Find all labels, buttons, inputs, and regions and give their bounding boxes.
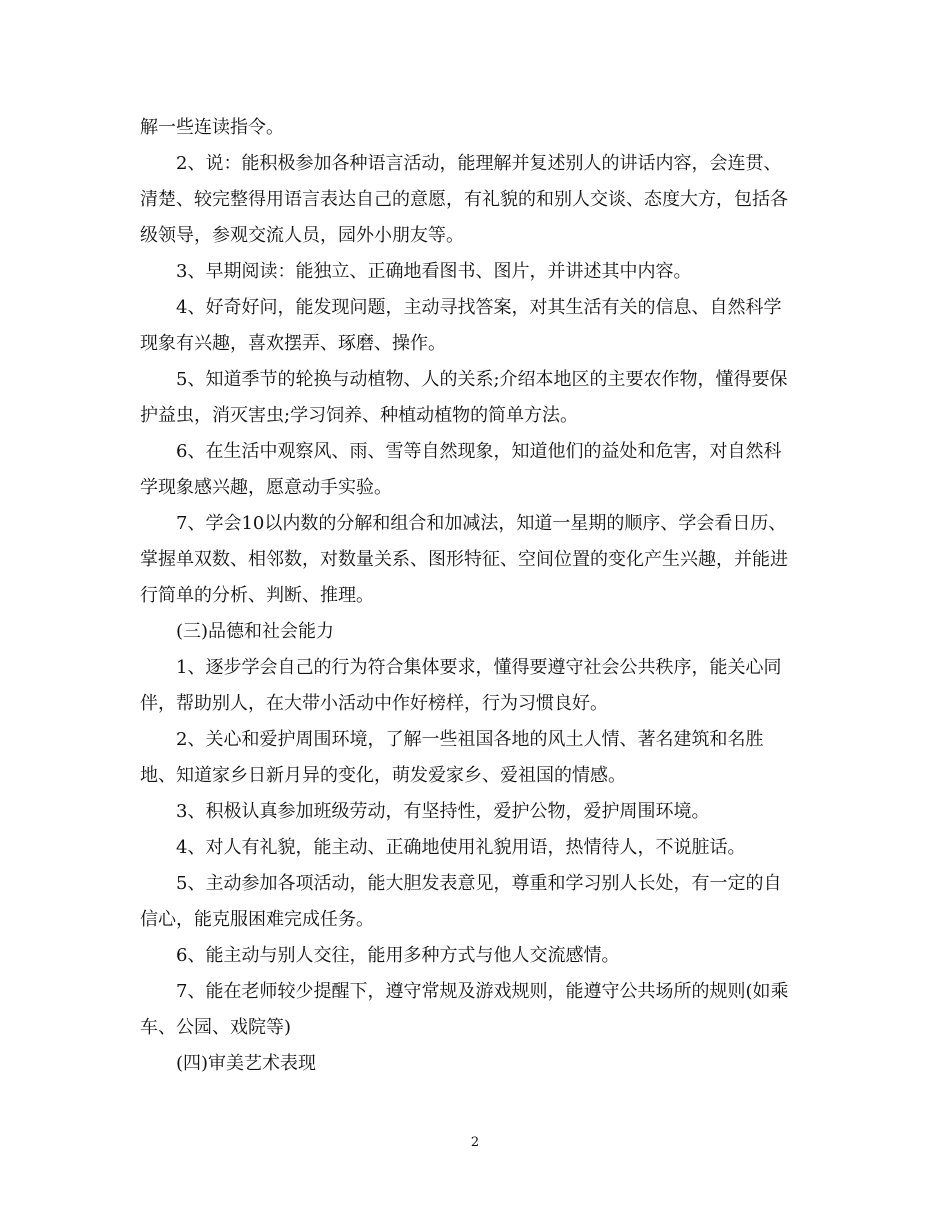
text-line: 地、知道家乡日新月异的变化，萌发爱家乡、爱祖国的情感。 <box>140 765 626 786</box>
text-line: 4、好奇好问，能发现问题，主动寻找答案，对其生活有关的信息、自然科学 <box>176 297 782 318</box>
text-line: 6、能主动与别人交往，能用多种方式与他人交流感情。 <box>176 945 620 966</box>
text-line: 现象有兴趣，喜欢摆弄、琢磨、操作。 <box>140 333 446 354</box>
text-line: 7、能在老师较少提醒下，遵守常规及游戏规则，能遵守公共场所的规则(如乘 <box>176 981 789 1002</box>
text-line: 5、主动参加各项活动，能大胆发表意见，尊重和学习别人长处，有一定的自 <box>176 873 782 894</box>
text-line: 伴，帮助别人，在大带小活动中作好榜样，行为习惯良好。 <box>140 693 608 714</box>
text-line: 4、对人有礼貌，能主动、正确地使用礼貌用语，热情待人，不说脏话。 <box>176 837 746 858</box>
page-number: 2 <box>470 1135 480 1150</box>
text-line: 清楚、较完整得用语言表达自己的意愿，有礼貌的和别人交谈、态度大方，包括各 <box>140 189 788 210</box>
text-line: 3、积极认真参加班级劳动，有坚持性，爱护公物，爱护周围环境。 <box>176 801 710 822</box>
text-line: 行简单的分析、判断、推理。 <box>140 585 374 606</box>
section-heading: (四)审美艺术表现 <box>176 1053 317 1074</box>
text-line: 2、关心和爱护周围环境，了解一些祖国各地的风土人情、著名建筑和名胜 <box>176 729 764 750</box>
section-heading: (三)品德和社会能力 <box>176 621 335 642</box>
text-line: 2、说：能积极参加各种语言活动，能理解并复述别人的讲话内容，会连贯、 <box>176 153 782 174</box>
text-line: 掌握单双数、相邻数，对数量关系、图形特征、空间位置的变化产生兴趣，并能进 <box>140 549 788 570</box>
text-line: 5、知道季节的轮换与动植物、人的关系;介绍本地区的主要农作物，懂得要保 <box>176 369 788 390</box>
text-line: 3、早期阅读：能独立、正确地看图书、图片，并讲述其中内容。 <box>176 261 692 282</box>
text-line: 1、逐步学会自己的行为符合集体要求，懂得要遵守社会公共秩序，能关心同 <box>176 657 782 678</box>
text-line: 护益虫，消灭害虫;学习饲养、种植动植物的简单方法。 <box>140 405 579 426</box>
text-line: 信心，能克服困难完成任务。 <box>140 909 374 930</box>
text-line: 学现象感兴趣，愿意动手实验。 <box>140 477 392 498</box>
text-line: 解一些连读指令。 <box>140 117 284 138</box>
text-line: 级领导，参观交流人员，园外小朋友等。 <box>140 225 464 246</box>
text-line: 7、学会10以内数的分解和组合和加减法，知道一星期的顺序、学会看日历、 <box>176 513 787 534</box>
text-line: 车、公园、戏院等) <box>140 1017 292 1038</box>
text-line: 6、在生活中观察风、雨、雪等自然现象，知道他们的益处和危害，对自然科 <box>176 441 782 462</box>
